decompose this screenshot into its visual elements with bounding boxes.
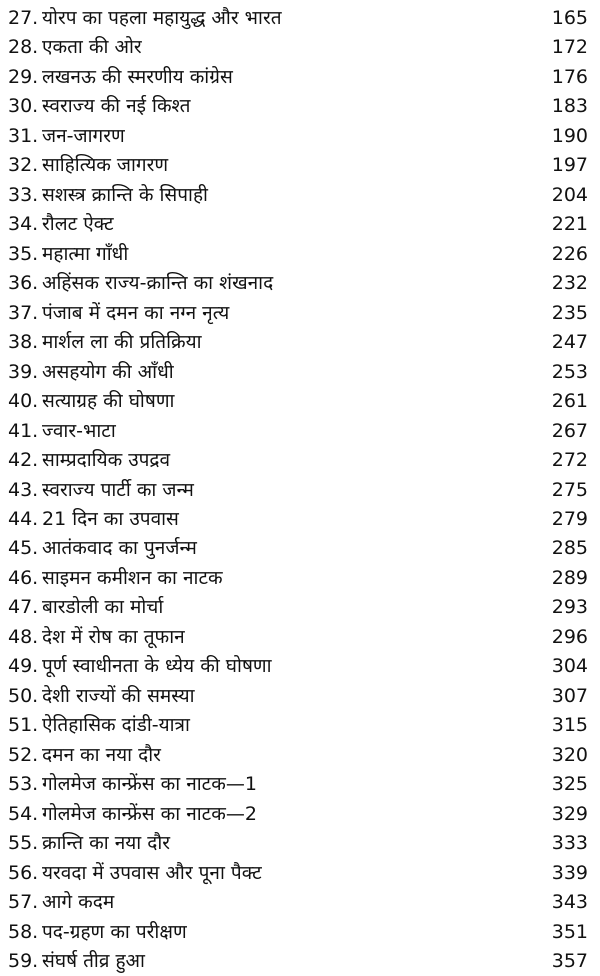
chapter-title: साइमन कमीशन का नाटक (42, 566, 223, 589)
chapter-number: 31. (8, 124, 39, 147)
toc-entry (0, 682, 600, 711)
page-number: 267 (551, 419, 588, 442)
chapter-title: जन-जागरण (42, 124, 125, 147)
page-number: 289 (551, 566, 588, 589)
chapter-number: 35. (8, 242, 39, 265)
chapter-number: 36. (8, 272, 39, 295)
page-number: 275 (551, 478, 588, 501)
chapter-number: 50. (8, 684, 39, 707)
toc-entry (0, 711, 600, 740)
page-number: 339 (551, 861, 588, 884)
chapter-number: 29. (8, 65, 39, 88)
chapter-title: देश में रोष का तूफान (42, 625, 185, 648)
chapter-title: संघर्ष तीव्र हुआ (42, 950, 145, 972)
chapter-number: 42. (8, 449, 39, 472)
chapter-number: 40. (8, 390, 39, 413)
toc-entry (0, 741, 600, 770)
toc-entry (0, 888, 600, 917)
chapter-title: सत्याग्रह की घोषणा (42, 390, 175, 413)
page-number: 176 (551, 65, 588, 88)
page-number: 357 (551, 950, 588, 972)
chapter-title: यरवदा में उपवास और पूना पैक्ट (42, 861, 262, 884)
chapter-title: ऐतिहासिक दांडी-यात्रा (42, 714, 190, 737)
chapter-title: अहिंसक राज्य-क्रान्ति का शंखनाद (42, 272, 274, 295)
page-number: 226 (551, 242, 588, 265)
toc-entry (0, 63, 600, 92)
chapter-title: गोलमेज कान्फ्रेंस का नाटक—1 (42, 773, 257, 796)
page-number: 329 (551, 802, 588, 825)
page-number: 197 (551, 154, 588, 177)
chapter-title: मार्शल ला की प्रतिक्रिया (42, 331, 202, 354)
chapter-title: साम्प्रदायिक उपद्रव (42, 449, 171, 472)
toc-entry (0, 92, 600, 121)
toc-entry (0, 476, 600, 505)
chapter-title: स्वराज्य की नई किश्त (42, 95, 191, 118)
page-number: 351 (551, 920, 588, 943)
chapter-title: सशस्त्र क्रान्ति के सिपाही (42, 183, 208, 206)
page-number: 320 (551, 743, 588, 766)
chapter-number: 52. (8, 743, 39, 766)
chapter-title: पूर्ण स्वाधीनता के ध्येय की घोषणा (42, 655, 272, 678)
chapter-number: 43. (8, 478, 39, 501)
chapter-title: योरप का पहला महायुद्ध और भारत (42, 7, 282, 29)
chapter-title: क्रान्ति का नया दौर (42, 832, 171, 855)
chapter-number: 27. (8, 7, 39, 29)
toc-entry (0, 358, 600, 387)
chapter-number: 49. (8, 655, 39, 678)
chapter-title: महात्मा गाँधी (42, 242, 129, 265)
toc-entry (0, 829, 600, 858)
chapter-number: 45. (8, 537, 39, 560)
chapter-title: एकता की ओर (42, 36, 142, 59)
toc-entry (0, 534, 600, 563)
toc-entry (0, 564, 600, 593)
chapter-number: 51. (8, 714, 39, 737)
chapter-title: पद-ग्रहण का परीक्षण (42, 920, 187, 943)
chapter-number: 56. (8, 861, 39, 884)
page-number: 293 (551, 596, 588, 619)
page-number: 304 (551, 655, 588, 678)
toc-entry (0, 151, 600, 180)
chapter-title: रौलट ऐक्ट (42, 213, 114, 236)
toc-entry (0, 505, 600, 534)
toc-entry (0, 181, 600, 210)
page-number: 296 (551, 625, 588, 648)
chapter-number: 58. (8, 920, 39, 943)
chapter-title: गोलमेज कान्फ्रेंस का नाटक—2 (42, 802, 257, 825)
chapter-number: 32. (8, 154, 39, 177)
toc-entry (0, 947, 600, 976)
toc-entry (0, 210, 600, 239)
toc-entry (0, 652, 600, 681)
chapter-number: 28. (8, 36, 39, 59)
page-number: 190 (551, 124, 588, 147)
chapter-number: 55. (8, 832, 39, 855)
page-number: 261 (551, 390, 588, 413)
page-number: 183 (551, 95, 588, 118)
toc-entry (0, 800, 600, 829)
page-number: 204 (551, 183, 588, 206)
page-number: 325 (551, 773, 588, 796)
page-number: 343 (551, 891, 588, 914)
chapter-number: 46. (8, 566, 39, 589)
chapter-number: 53. (8, 773, 39, 796)
toc-entry (0, 417, 600, 446)
toc-entry (0, 328, 600, 357)
page-number: 247 (551, 331, 588, 354)
chapter-title: देशी राज्यों की समस्या (42, 684, 195, 707)
chapter-number: 47. (8, 596, 39, 619)
chapter-title: ज्वार-भाटा (42, 419, 116, 442)
chapter-number: 48. (8, 625, 39, 648)
toc-entry (0, 122, 600, 151)
toc-entry (0, 4, 600, 33)
page-number: 253 (551, 360, 588, 383)
chapter-number: 59. (8, 950, 39, 972)
toc-entry (0, 593, 600, 622)
toc-entry (0, 33, 600, 62)
page-number: 172 (551, 36, 588, 59)
toc-entry (0, 859, 600, 888)
toc-entry (0, 299, 600, 328)
toc-entry (0, 269, 600, 298)
page-number: 235 (551, 301, 588, 324)
page-number: 232 (551, 272, 588, 295)
chapter-title: पंजाब में दमन का नग्न नृत्य (42, 301, 230, 324)
toc-entry (0, 770, 600, 799)
page-number: 165 (551, 7, 588, 29)
chapter-number: 34. (8, 213, 39, 236)
toc-entry (0, 240, 600, 269)
page-number: 285 (551, 537, 588, 560)
toc-entry (0, 446, 600, 475)
toc-entry (0, 623, 600, 652)
chapter-number: 57. (8, 891, 39, 914)
chapter-title: आतंकवाद का पुनर्जन्म (42, 537, 197, 560)
page-number: 221 (551, 213, 588, 236)
chapter-number: 41. (8, 419, 39, 442)
chapter-title: असहयोग की आँधी (42, 360, 174, 383)
chapter-title: दमन का नया दौर (42, 743, 161, 766)
chapter-title: आगे कदम (42, 891, 115, 914)
chapter-number: 44. (8, 507, 39, 530)
chapter-number: 39. (8, 360, 39, 383)
chapter-number: 33. (8, 183, 39, 206)
chapter-title: बारडोली का मोर्चा (42, 596, 164, 619)
page-number: 279 (551, 507, 588, 530)
toc-entry (0, 918, 600, 947)
chapter-number: 30. (8, 95, 39, 118)
page-number: 272 (551, 449, 588, 472)
chapter-title: स्वराज्य पार्टी का जन्म (42, 478, 194, 501)
chapter-number: 54. (8, 802, 39, 825)
chapter-number: 38. (8, 331, 39, 354)
chapter-title: लखनऊ की स्मरणीय कांग्रेस (42, 65, 233, 88)
chapter-number: 37. (8, 301, 39, 324)
chapter-title: 21 दिन का उपवास (42, 507, 179, 530)
chapter-title: साहित्यिक जागरण (42, 154, 169, 177)
page-number: 333 (551, 832, 588, 855)
page-number: 315 (551, 714, 588, 737)
toc-entry (0, 387, 600, 416)
table-of-contents (0, 4, 600, 976)
page-number: 307 (551, 684, 588, 707)
